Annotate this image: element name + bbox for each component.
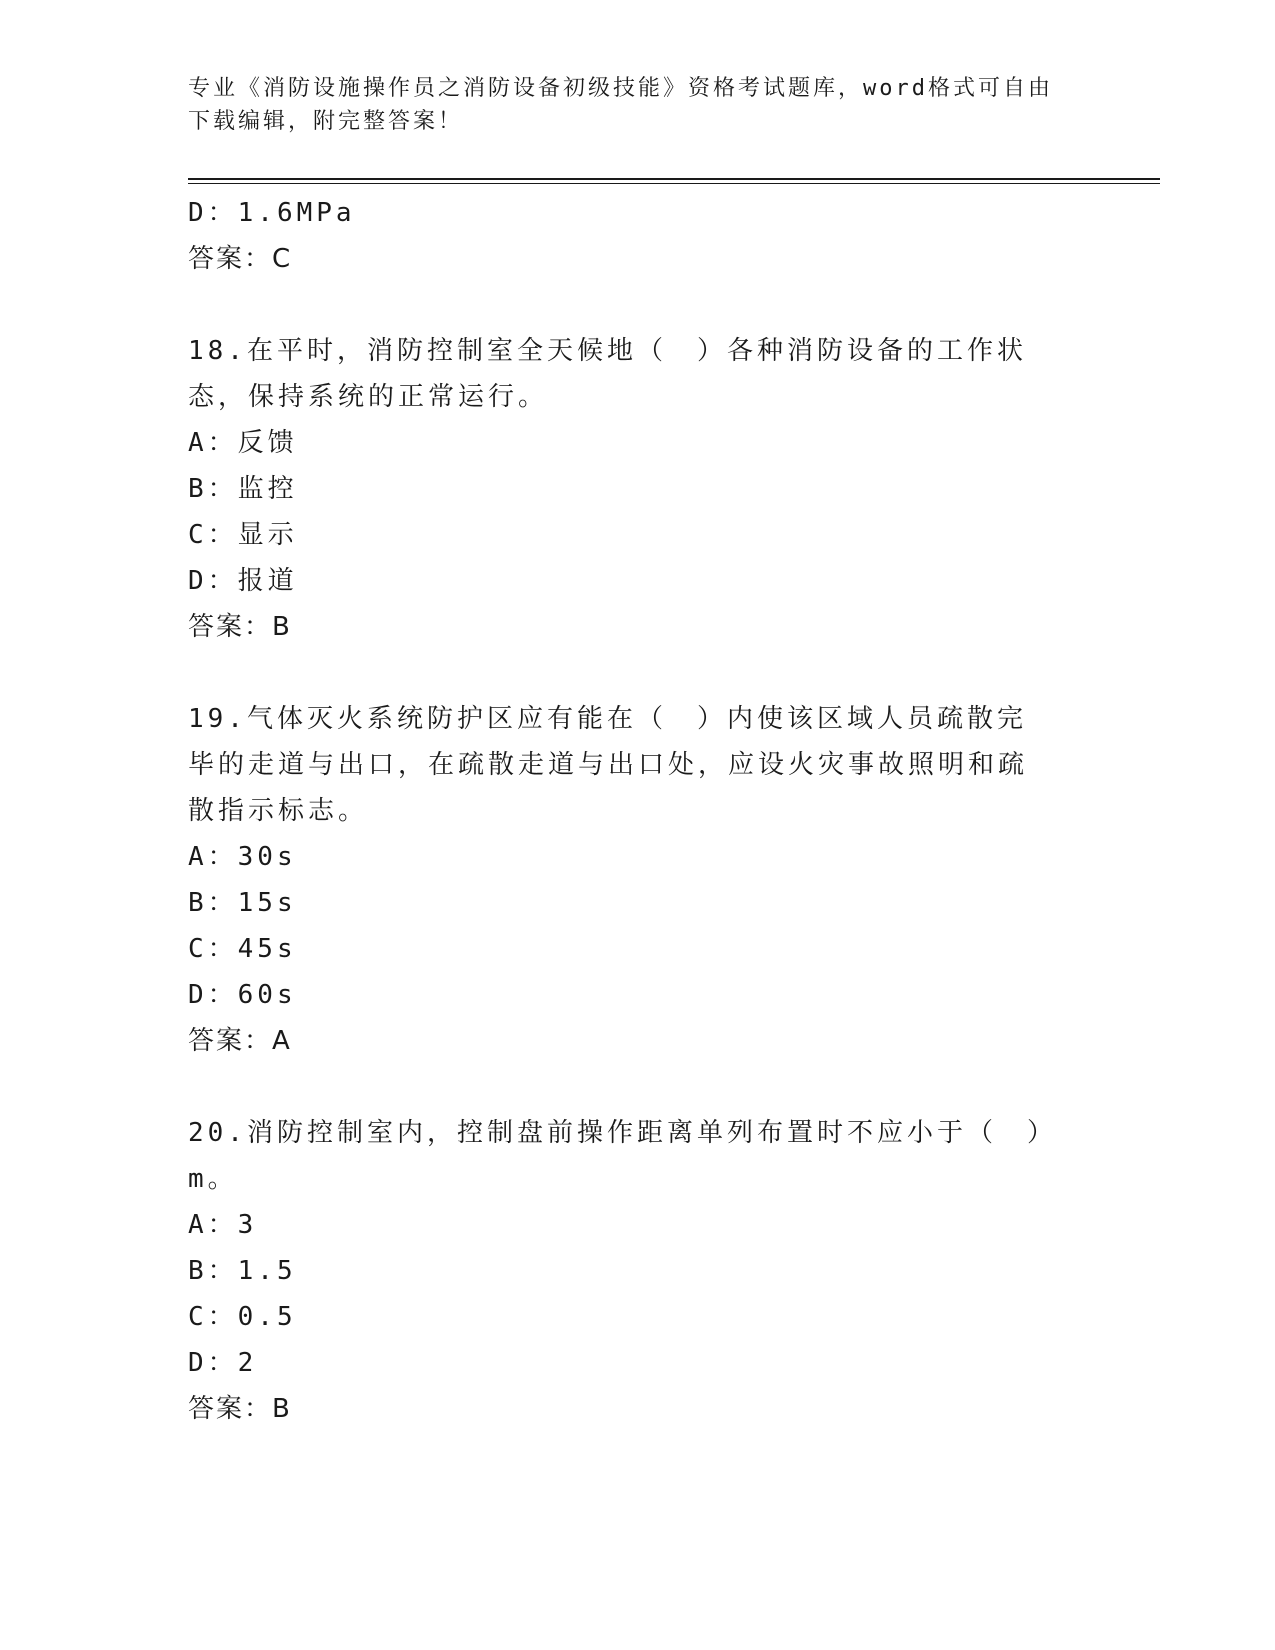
question-text: 19.气体灭火系统防护区应有能在（ ）内使该区域人员疏散完毕的走道与出口，在疏散走道与出口处，应设火灾事故照明和疏散指示标志。 (188, 704, 1029, 826)
option-c: C：45s (188, 934, 297, 964)
answer-line: 答案：B (188, 612, 292, 642)
option-d: D：报道 (188, 566, 298, 596)
page-header: 专业《消防设施操作员之消防设备初级技能》资格考试题库，word格式可自由下载编辑，附完整答案！ (188, 76, 1053, 134)
option-b: B：监控 (188, 474, 298, 504)
question-18 (188, 328, 1088, 650)
question-text: 20.消防控制室内，控制盘前操作距离单列布置时不应小于（ ）m。 (188, 1118, 1057, 1194)
option-b: B：1.5 (188, 1256, 297, 1286)
option-d: D：60s (188, 980, 297, 1010)
header-rule-thick (188, 178, 1160, 180)
question-list (188, 190, 1088, 1432)
option-b: B：15s (188, 888, 297, 918)
header-rule-thin (188, 183, 1160, 184)
option-c: C：0.5 (188, 1302, 297, 1332)
question-20 (188, 1110, 1088, 1432)
option-a: A：30s (188, 842, 297, 872)
option-c: C：显示 (188, 520, 298, 550)
question-text: 18.在平时，消防控制室全天候地（ ）各种消防设备的工作状态，保持系统的正常运行。 (188, 336, 1027, 412)
option-a: A：反馈 (188, 428, 298, 458)
answer-line: 答案：A (188, 1026, 292, 1056)
answer-line: 答案：C (188, 244, 293, 274)
question-19 (188, 696, 1088, 1064)
option-a: A：3 (188, 1210, 258, 1240)
previous-question-tail (188, 190, 1088, 282)
option-d: D：1.6MPa (188, 198, 356, 228)
option-d: D：2 (188, 1348, 258, 1378)
answer-line: 答案：B (188, 1394, 292, 1424)
